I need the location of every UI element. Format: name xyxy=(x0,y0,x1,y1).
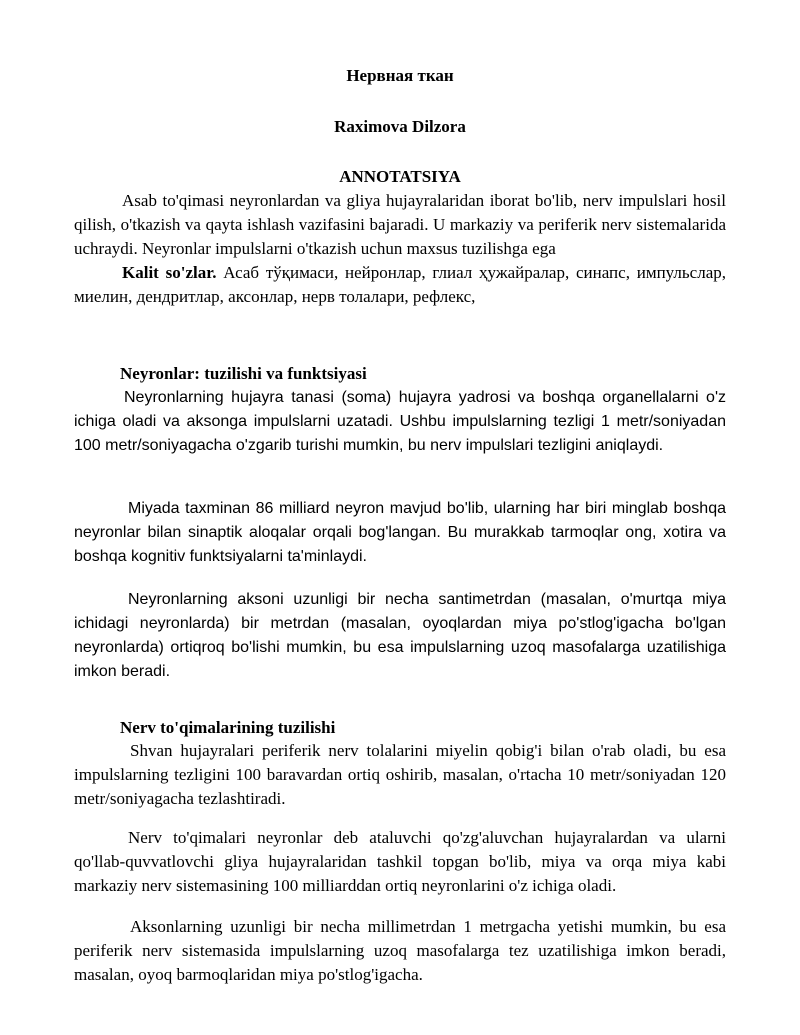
annotation-paragraph: Asab to'qimasi neyronlardan va gliya hujayralaridan iborat bo'lib, nerv impulslari hosil qilish, o'tkazish va qayta ishlash vazifasini bajaradi. U markaziy va periferik nerv sistemalarida uchraydi. Neyronlar impulslarni o'tkazish uchun maxsus tuzilishga ega xyxy=(74,191,726,258)
document-title: Нервная ткан xyxy=(346,66,454,85)
keywords-label: Kalit so'zlar. xyxy=(122,263,217,282)
section1-paragraph-2: Miyada taxminan 86 milliard neyron mavjud bo'lib, ularning har biri minglab boshqa neyronlar bilan sinaptik aloqalar orqali bog'langan. Bu murakkab tarmoqlar ong, xotira va boshqa kognitiv funktsiyalarni ta'minlaydi. xyxy=(74,500,726,565)
section-heading-nerve-tissue: Nerv to'qimalarining tuzilishi xyxy=(120,718,336,737)
section1-paragraph-1: Neyronlarning hujayra tanasi (soma) hujayra yadrosi va boshqa organellalarni o'z ichiga oladi va aksonga impulslarni uzatadi. Ushbu impulslarning tezligi 1 metr/soniyadan 100 metr/soniyagacha o'zgarib turishi mumkin, bu nerv impulslari tezligini aniqlaydi. xyxy=(74,389,726,454)
annotation-heading: ANNOTATSIYA xyxy=(339,167,461,186)
author-name: Raximova Dilzora xyxy=(334,117,466,136)
section-heading-neurons: Neyronlar: tuzilishi va funktsiyasi xyxy=(120,364,367,383)
section2-paragraph-1: Shvan hujayralari periferik nerv tolalarini miyelin qobig'i bilan o'rab oladi, bu esa impulslarning tezligini 100 baravardan ortiq oshirib, masalan, o'rtacha 10 metr/soniyadan 120 metr/soniyagacha tezlashtiradi. xyxy=(74,741,726,808)
section2-paragraph-3: Aksonlarning uzunligi bir necha millimetrdan 1 metrgacha yetishi mumkin, bu esa periferik nerv sistemasida impulslarning uzoq masofalarga tez uzatilishiga imkon beradi, masalan, oyoq barmoqlaridan miya po'stlog'igacha. xyxy=(74,917,726,984)
section2-paragraph-2: Nerv to'qimalari neyronlar deb ataluvchi qo'zg'aluvchan hujayralardan va ularni qo'llab-quvvatlovchi gliya hujayralaridan tashkil topgan bo'lib, miya va orqa miya kabi markaziy nerv sistemasining 100 milliarddan ortiq neyronlarini o'z ichiga oladi. xyxy=(74,828,726,895)
section1-paragraph-3: Neyronlarning aksoni uzunligi bir necha santimetrdan (masalan, o'murtqa miya ichidagi neyronlarda) bir metrdan (masalan, oyoqlardan miya po'stlog'igacha bo'lgan neyronlarda) ortiqroq bo'lishi mumkin, bu esa impulslarning uzoq masofalarga uzatilishiga imkon beradi. xyxy=(74,591,726,680)
keywords-text: Асаб тўқимаси, нейронлар, глиал ҳужайралар, синапс, импульслар, миелин, дендритлар, аксонлар, нерв толалари, рефлекс, xyxy=(74,263,726,306)
keywords-paragraph xyxy=(74,261,726,309)
